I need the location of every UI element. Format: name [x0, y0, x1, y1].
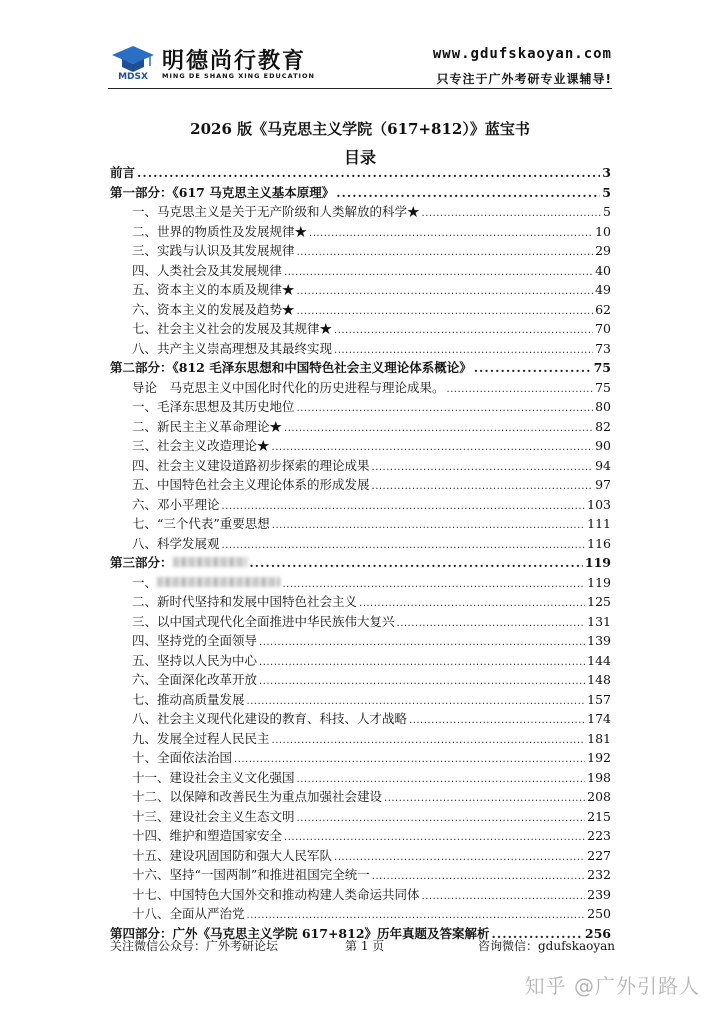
toc-heading: 目录	[343, 148, 376, 167]
dot-leader	[336, 183, 600, 203]
toc-entry-label: 二、新时代坚持和发展中国特色社会主义	[132, 594, 358, 609]
dot-leader	[297, 809, 586, 829]
toc-part-row[interactable]	[110, 163, 611, 183]
toc-page-number: 198	[587, 769, 611, 785]
dot-leader	[297, 302, 594, 322]
toc-entry-label: 七、社会主义社会的发展及其规律★	[132, 321, 333, 336]
toc-page-number: 131	[587, 613, 611, 629]
redacted-text	[173, 557, 248, 567]
toc-page-number: 73	[595, 340, 611, 356]
toc-item-row[interactable]	[110, 885, 611, 905]
toc-entry-label: 三、社会主义改造理论★	[132, 438, 270, 453]
toc-entry-label: 三、以中国式现代化全面推进中华民族伟大复兴	[132, 613, 395, 629]
dot-leader	[384, 789, 585, 809]
toc-item-row[interactable]	[110, 514, 611, 534]
toc-page-number: 256	[584, 925, 611, 941]
watermark: 知乎 @广外引路人	[524, 974, 700, 998]
toc-entry-label: 十六、坚持“一国两制”和推进祖国完全统一	[132, 867, 370, 882]
dot-leader	[222, 497, 586, 517]
toc-item-row[interactable]	[110, 475, 611, 495]
dot-leader	[372, 458, 594, 478]
toc-item-row[interactable]	[110, 846, 611, 866]
toc-page-number: 70	[595, 321, 611, 336]
dot-leader	[259, 653, 585, 673]
toc-entry-label: 导论 马克思主义中国化时代化的历史进程与理论成果。	[132, 379, 445, 395]
toc-entry-label: 七、“三个代表”重要思想	[132, 516, 270, 531]
dot-leader	[422, 887, 586, 907]
toc-item-row[interactable]	[110, 300, 611, 320]
toc-entry-label: 二、新民主主义革命理论★	[132, 418, 283, 434]
toc-page-number: 157	[587, 691, 611, 707]
toc-entry-label: 三、实践与认识及其发展规律	[132, 243, 295, 258]
dot-leader	[334, 848, 585, 868]
toc-page-number: 223	[587, 828, 611, 843]
toc-page-number: 250	[587, 906, 611, 921]
toc-page-number: 181	[587, 730, 611, 746]
toc-entry-label: 六、全面深化改革开放	[132, 672, 258, 687]
toc-entry-label: 六、邓小平理论	[132, 496, 220, 512]
footer-contact: 咨询微信：gdufskaoyan	[478, 939, 616, 953]
footer-page-number: 第 1 页	[345, 939, 385, 953]
dot-leader	[297, 282, 594, 302]
toc-item-row[interactable]	[110, 378, 611, 398]
footer-wechat-account: 关注微信公众号：广外考研论坛	[110, 939, 279, 953]
toc-item-row[interactable]	[110, 690, 611, 710]
toc-page-number: 119	[584, 555, 611, 570]
toc-item-row[interactable]	[110, 397, 611, 417]
toc-page-number: 139	[587, 633, 611, 648]
toc-item-row[interactable]	[110, 573, 611, 593]
toc-item-row[interactable]	[110, 709, 611, 729]
toc-entry-label: 前言	[110, 165, 136, 180]
graduation-cap-logo-icon	[110, 44, 156, 80]
toc-entry-label: 五、中国特色社会主义理论体系的形成发展	[132, 477, 370, 492]
toc-page-number: 111	[587, 516, 611, 531]
toc-page-number: 62	[595, 301, 611, 317]
toc-entry-label: 一、马克思主义是关于无产阶级和人类解放的科学★	[132, 204, 420, 219]
toc-entry-label: 四、坚持党的全面领导	[132, 633, 258, 648]
toc-page-number: 232	[587, 867, 611, 882]
toc-item-row[interactable]	[110, 768, 611, 788]
toc-entry-label: 十三、建设社会主义生态文明	[132, 808, 295, 824]
toc-entry-label: 十、全面依法治国	[132, 750, 233, 765]
toc-item-row[interactable]	[110, 456, 611, 476]
toc-entry-label: 十八、全面从严治党	[132, 906, 245, 921]
toc-item-row[interactable]	[110, 865, 611, 885]
toc-entry-label: 八、共产主义崇高理想及其最终实现	[132, 340, 333, 356]
table-of-contents	[110, 163, 611, 943]
logo-text: MDSX	[118, 72, 148, 80]
toc-item-row[interactable]	[110, 222, 611, 242]
toc-item-row[interactable]	[110, 807, 611, 827]
toc-entry-label: 七、推动高质量发展	[132, 691, 245, 707]
dot-leader	[272, 731, 586, 751]
dot-leader	[372, 477, 594, 497]
dot-leader	[259, 633, 585, 653]
dot-leader	[297, 243, 594, 263]
toc-page-number: 80	[595, 399, 611, 414]
toc-part-row[interactable]	[110, 358, 611, 378]
dot-leader	[397, 614, 586, 634]
toc-entry-label: 五、资本主义的本质及规律★	[132, 282, 295, 297]
dot-leader	[259, 672, 585, 692]
toc-page-number: 90	[595, 438, 611, 453]
toc-entry-label: 十四、维护和塑造国家安全	[132, 828, 283, 843]
toc-item-row[interactable]	[110, 534, 611, 554]
header-divider	[108, 88, 612, 89]
redacted-text	[157, 577, 280, 587]
toc-page-number: 148	[587, 672, 611, 687]
book-title: 2026 版《马克思主义学院（617+812）》蓝宝书	[190, 120, 530, 138]
toc-item-row[interactable]	[110, 417, 611, 437]
toc-part-row[interactable]	[110, 553, 611, 573]
toc-page-number: 192	[587, 750, 611, 765]
dot-leader	[309, 224, 593, 244]
toc-page-number: 10	[595, 223, 611, 239]
toc-item-row[interactable]	[110, 202, 611, 222]
toc-entry-label: 第一部分：《617 马克思主义基本原理》	[110, 184, 335, 200]
toc-page-number: 40	[595, 262, 611, 278]
toc-entry-label: 六、资本主义的发展及趋势★	[132, 301, 295, 317]
toc-item-row[interactable]	[110, 670, 611, 690]
toc-page-number: 5	[602, 184, 611, 200]
brand-name: 明德尚行教育	[162, 49, 307, 74]
toc-page-number: 208	[587, 789, 611, 804]
toc-page-number: 103	[587, 496, 611, 512]
toc-page-number: 49	[595, 282, 611, 297]
toc-page-number: 97	[595, 477, 611, 492]
toc-page-number: 82	[595, 418, 611, 434]
toc-entry-label: 二、世界的物质性及发展规律★	[132, 223, 308, 239]
toc-page-number: 119	[587, 574, 611, 590]
toc-entry-label: 四、人类社会及其发展规律	[132, 262, 283, 278]
toc-item-row[interactable]	[110, 261, 611, 281]
dot-leader	[284, 263, 593, 283]
slogan: 只专注于广外考研专业课辅导!	[436, 72, 612, 86]
toc-item-row[interactable]	[110, 826, 611, 846]
toc-item-row[interactable]	[110, 729, 611, 749]
toc-entry-label: 第三部分：	[110, 555, 173, 570]
toc-entry-label: 第四部分：广外《马克思主义学院 617+812》历年真题及答案解析	[110, 925, 490, 941]
toc-page-number: 239	[587, 886, 611, 902]
website-link[interactable]: www.gdufskaoyan.com	[432, 46, 612, 62]
dot-leader	[422, 204, 602, 224]
toc-page-number: 29	[595, 243, 611, 258]
toc-entry-label: 八、科学发展观	[132, 535, 220, 551]
toc-page-number: 144	[587, 652, 611, 668]
toc-page-number: 125	[587, 594, 611, 609]
toc-entry-label: 九、发展全过程人民民主	[132, 730, 270, 746]
toc-item-row[interactable]	[110, 612, 611, 632]
toc-item-row[interactable]	[110, 319, 611, 339]
toc-item-row[interactable]	[110, 748, 611, 768]
toc-entry-label: 五、坚持以人民为中心	[132, 652, 258, 668]
toc-item-row[interactable]	[110, 904, 611, 924]
toc-entry-label: 十七、中国特色大国外交和推动构建人类命运共同体	[132, 886, 420, 902]
dot-leader	[284, 419, 593, 439]
toc-part-row[interactable]	[110, 183, 611, 203]
toc-page-number: 75	[593, 360, 611, 375]
toc-item-row[interactable]	[110, 280, 611, 300]
toc-page-number: 227	[587, 847, 611, 863]
dot-leader	[297, 399, 594, 419]
toc-entry-label: 四、社会主义建设道路初步探索的理论成果	[132, 457, 370, 473]
dot-leader	[474, 358, 592, 378]
toc-page-number: 94	[595, 457, 611, 473]
toc-item-row[interactable]	[110, 651, 611, 671]
toc-entry-label: 一、	[132, 574, 158, 590]
toc-item-row[interactable]	[110, 495, 611, 515]
dot-leader	[272, 516, 585, 536]
toc-item-row[interactable]	[110, 339, 611, 359]
toc-entry-label: 十五、建设巩固国防和强大人民军队	[132, 847, 333, 863]
toc-entry-label: 第二部分：《812 毛泽东思想和中国特色社会主义理论体系概论》	[110, 360, 472, 375]
toc-item-row[interactable]	[110, 592, 611, 612]
toc-entry-label: 八、社会主义现代化建设的教育、科技、人才战略	[132, 711, 408, 726]
dot-leader	[334, 321, 593, 341]
dot-leader	[249, 553, 583, 573]
dot-leader	[409, 711, 585, 731]
toc-item-row[interactable]	[110, 241, 611, 261]
toc-page-number: 174	[587, 711, 611, 726]
brand-name-en: MING DE SHANG XING EDUCATION	[162, 72, 315, 80]
toc-page-number: 116	[587, 535, 611, 551]
toc-item-row[interactable]	[110, 436, 611, 456]
toc-page-number: 5	[603, 204, 611, 219]
dot-leader	[137, 163, 600, 183]
toc-page-number: 3	[602, 165, 611, 180]
toc-page-number: 215	[587, 808, 611, 824]
toc-item-row[interactable]	[110, 787, 611, 807]
toc-entry-label: 十二、以保障和改善民生为重点加强社会建设	[132, 789, 383, 804]
toc-item-row[interactable]	[110, 631, 611, 651]
dot-leader	[447, 380, 594, 400]
toc-entry-label: 十一、建设社会主义文化强国	[132, 769, 295, 785]
toc-entry-label: 一、毛泽东思想及其历史地位	[132, 399, 295, 414]
page-header	[0, 0, 720, 92]
toc-page-number: 75	[595, 379, 611, 395]
